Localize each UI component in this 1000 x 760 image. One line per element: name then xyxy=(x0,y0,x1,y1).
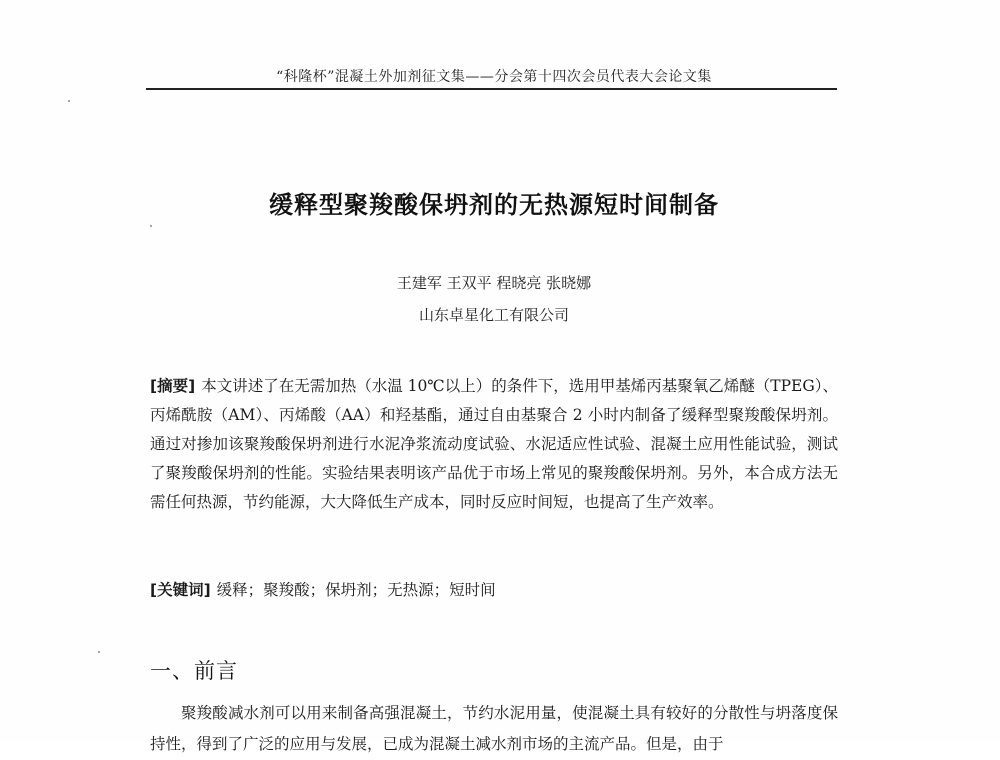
running-header: “科隆杯”混凝土外加剂征文集——分会第十四次会员代表大会论文集 xyxy=(276,69,712,85)
header-rule xyxy=(146,88,837,90)
keywords-text: 缓释；聚羧酸；保坍剂；无热源；短时间 xyxy=(216,581,496,599)
body-paragraph: 聚羧酸减水剂可以用来制备高强混凝土，节约水泥用量，使混凝土具有较好的分散性与坍落度保持性，得到了广泛的应用与发展，已成为混凝土减水剂市场的主流产品。但是，由于 xyxy=(150,704,838,753)
abstract-text: 本文讲述了在无需加热（水温 10℃以上）的条件下，选用甲基烯丙基聚氧乙烯醚（TPEG）、丙烯酰胺（AM）、丙烯酸（AA）和羟基酯，通过自由基聚合 2 小时内制备了缓释型聚羧酸保坍剂。通过对掺加该聚羧酸保坍剂进行水泥净浆流动度试验、水泥适应性试验、混凝土应用性能试验，测试了聚羧酸保坍剂的性能。实验结果表明该产品优于市场上常见的聚羧酸保坍剂。另外，本合成方法无需任何热源，节约能源，大大降低生产成本，同时反应时间短，也提高了生产效率。 xyxy=(150,377,838,511)
author-list: 王建军 王双平 程晓亮 张晓娜 xyxy=(396,274,592,292)
paper-title: 缓释型聚羧酸保坍剂的无热源短时间制备 xyxy=(269,191,719,219)
keywords-label: [关键词] xyxy=(150,581,211,599)
section-heading: 一、前言 xyxy=(150,659,238,683)
abstract-label: [摘要] xyxy=(150,377,196,395)
abstract xyxy=(150,372,838,517)
scan-speck xyxy=(150,225,152,227)
keywords xyxy=(150,576,838,605)
scan-speck xyxy=(98,651,100,653)
scan-speck xyxy=(68,100,70,102)
author-affiliation: 山东卓星化工有限公司 xyxy=(418,306,569,324)
